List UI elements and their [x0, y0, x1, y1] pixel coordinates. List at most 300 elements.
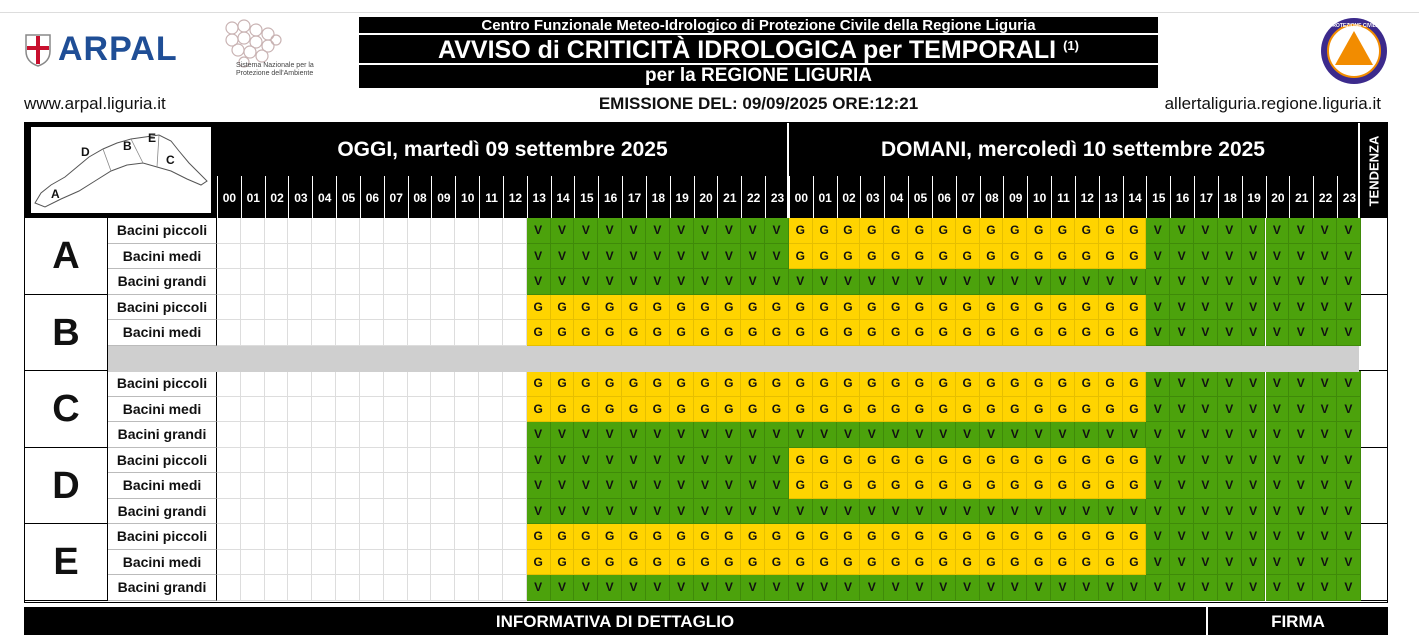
alert-cell: V	[932, 269, 956, 295]
alert-cell: G	[956, 295, 980, 321]
alert-cell	[408, 499, 432, 525]
alert-cell: V	[1146, 422, 1170, 448]
basin-label: Bacini piccoli	[108, 448, 217, 474]
alert-cell: V	[765, 499, 789, 525]
alert-cell: G	[980, 295, 1004, 321]
hour-cell: 04	[884, 176, 908, 218]
alert-cell: G	[837, 473, 861, 499]
alert-cell: V	[1337, 295, 1361, 321]
hour-cell: 10	[1027, 176, 1051, 218]
alert-cell	[217, 473, 241, 499]
alert-cell	[503, 473, 527, 499]
alert-cell: V	[598, 244, 622, 270]
alert-cell: V	[956, 499, 980, 525]
alert-cell	[360, 218, 384, 244]
alert-cell: G	[789, 295, 813, 321]
alert-cell	[431, 269, 455, 295]
alert-cell: G	[1075, 320, 1099, 346]
alert-cell	[265, 295, 289, 321]
alert-cell: G	[813, 244, 837, 270]
alert-cell	[431, 397, 455, 423]
zone-letter-d: D	[25, 448, 108, 525]
alert-cell: V	[694, 422, 718, 448]
alert-cell: G	[1051, 218, 1075, 244]
alert-cell: G	[908, 218, 932, 244]
alert-cell: G	[860, 397, 884, 423]
map-label-e: E	[148, 131, 157, 145]
hour-cell: 21	[1289, 176, 1313, 218]
alert-cell: V	[837, 499, 861, 525]
alert-cell: V	[527, 499, 551, 525]
alert-cell: V	[860, 575, 884, 601]
alert-cell: V	[1289, 320, 1313, 346]
alert-cell	[360, 524, 384, 550]
alert-cell: G	[1123, 371, 1147, 397]
alert-cell: V	[1313, 524, 1337, 550]
alert-cell: V	[1242, 524, 1266, 550]
alert-cell: V	[765, 473, 789, 499]
alert-cell: V	[646, 575, 670, 601]
alert-cell	[479, 218, 503, 244]
alert-cell: V	[717, 269, 741, 295]
alert-cell: V	[1242, 320, 1266, 346]
alert-cell: G	[956, 524, 980, 550]
alert-cell: V	[1027, 269, 1051, 295]
alert-cell: V	[1194, 575, 1218, 601]
alert-cell	[455, 422, 479, 448]
alert-cell: G	[670, 320, 694, 346]
alert-cell: V	[1123, 422, 1147, 448]
alert-cell: G	[765, 550, 789, 576]
alert-cell: G	[813, 473, 837, 499]
alert-cell: G	[837, 218, 861, 244]
alert-cell: G	[717, 295, 741, 321]
alert-cell: G	[813, 550, 837, 576]
basin-label: Bacini medi	[108, 397, 217, 423]
alert-cell	[479, 448, 503, 474]
alert-cell: V	[1170, 422, 1194, 448]
alert-cell: G	[1003, 371, 1027, 397]
alert-cell: G	[908, 397, 932, 423]
alert-cell: V	[1194, 218, 1218, 244]
alert-cell	[360, 422, 384, 448]
alert-cell: V	[551, 244, 575, 270]
alert-cell: G	[1123, 448, 1147, 474]
alert-cell	[288, 218, 312, 244]
alert-cell	[312, 295, 336, 321]
alert-cell: V	[1266, 575, 1290, 601]
zone-letter-b: B	[25, 295, 108, 372]
alert-cell: G	[717, 524, 741, 550]
alert-cell	[241, 269, 265, 295]
alert-cell	[312, 397, 336, 423]
alert-cell	[312, 575, 336, 601]
alert-cell: G	[646, 524, 670, 550]
alert-cell: V	[1194, 448, 1218, 474]
alert-cell: G	[980, 448, 1004, 474]
alert-cell: V	[1146, 524, 1170, 550]
hour-cell: 22	[741, 176, 765, 218]
footer-bar	[24, 607, 1388, 635]
alert-cell: V	[1242, 422, 1266, 448]
alert-cell	[288, 295, 312, 321]
alert-cell: G	[1075, 473, 1099, 499]
alert-cell: G	[789, 244, 813, 270]
alert-cell: V	[1266, 244, 1290, 270]
alert-cell: G	[860, 473, 884, 499]
alert-cell: G	[1099, 397, 1123, 423]
basin-label: Bacini grandi	[108, 499, 217, 525]
alert-cell: G	[717, 371, 741, 397]
alert-cell: G	[598, 371, 622, 397]
alert-cell	[431, 295, 455, 321]
alert-cell: V	[1099, 499, 1123, 525]
alert-cell: V	[1266, 371, 1290, 397]
alert-cell	[431, 575, 455, 601]
alert-cell: V	[527, 575, 551, 601]
alert-cell: G	[551, 320, 575, 346]
alert-cell: V	[694, 448, 718, 474]
alert-cell: V	[813, 575, 837, 601]
alert-cell: G	[932, 320, 956, 346]
alert-cell: G	[574, 320, 598, 346]
basin-label: Bacini grandi	[108, 575, 217, 601]
alert-cell	[217, 448, 241, 474]
alert-cell	[408, 422, 432, 448]
alert-cell: G	[980, 473, 1004, 499]
alert-cell: G	[813, 295, 837, 321]
alert-cell: G	[1123, 218, 1147, 244]
alert-cell: V	[598, 218, 622, 244]
alert-cell	[431, 448, 455, 474]
alert-cell: V	[622, 499, 646, 525]
today-label: OGGI, martedì 09 settembre 2025	[337, 138, 668, 161]
alert-cell: G	[551, 397, 575, 423]
alert-cell: V	[1170, 371, 1194, 397]
alert-cell	[336, 269, 360, 295]
alert-cell: V	[646, 448, 670, 474]
hour-cell: 07	[956, 176, 980, 218]
alert-cell: V	[1075, 422, 1099, 448]
alert-cell: G	[622, 295, 646, 321]
alert-cell: G	[694, 371, 718, 397]
alert-cell: V	[1242, 397, 1266, 423]
alert-cell	[241, 244, 265, 270]
alert-cell: V	[1218, 218, 1242, 244]
alert-cell: G	[980, 397, 1004, 423]
allerta-url-link[interactable]: allertaliguria.regione.liguria.it	[1164, 94, 1381, 113]
alert-cell: G	[598, 295, 622, 321]
alert-cell: G	[1075, 371, 1099, 397]
hour-cell: 17	[1194, 176, 1218, 218]
alert-cell: V	[1289, 499, 1313, 525]
alert-cell	[503, 422, 527, 448]
alert-cell: V	[694, 218, 718, 244]
alert-cell: V	[1313, 244, 1337, 270]
alert-cell: G	[813, 320, 837, 346]
alert-cell: G	[884, 244, 908, 270]
alert-cell: V	[1003, 499, 1027, 525]
alert-cell	[503, 269, 527, 295]
alert-cell: V	[1218, 473, 1242, 499]
alert-cell: G	[598, 524, 622, 550]
alert-cell	[265, 499, 289, 525]
alert-cell: V	[1027, 575, 1051, 601]
alert-cell: V	[1313, 320, 1337, 346]
alert-cell: V	[1170, 575, 1194, 601]
alert-cell: G	[1003, 397, 1027, 423]
alert-cell: V	[1003, 422, 1027, 448]
alert-cell: V	[1146, 269, 1170, 295]
alert-cell: V	[1289, 550, 1313, 576]
alert-cell	[455, 397, 479, 423]
alert-cell: G	[527, 371, 551, 397]
alert-cell: V	[789, 575, 813, 601]
alert-cell: V	[670, 422, 694, 448]
alert-cell: G	[574, 397, 598, 423]
alert-cell: G	[1099, 371, 1123, 397]
alert-cell: V	[765, 575, 789, 601]
alert-cell: V	[1242, 550, 1266, 576]
alert-cell: V	[1313, 422, 1337, 448]
alert-cell	[241, 295, 265, 321]
alert-cell: G	[932, 397, 956, 423]
alert-cell	[336, 575, 360, 601]
alert-cell: V	[1313, 473, 1337, 499]
alert-cell: G	[860, 524, 884, 550]
alert-cell	[384, 371, 408, 397]
alert-cell: V	[598, 448, 622, 474]
alert-cell: V	[670, 499, 694, 525]
alert-cell: V	[765, 448, 789, 474]
alert-cell: V	[1218, 269, 1242, 295]
alert-cell: V	[1218, 422, 1242, 448]
alert-cell: V	[1266, 499, 1290, 525]
alert-cell	[265, 397, 289, 423]
alert-cell	[408, 575, 432, 601]
alert-cell	[360, 295, 384, 321]
basin-label: Bacini piccoli	[108, 295, 217, 321]
alert-cell: V	[884, 269, 908, 295]
alert-cell: V	[837, 422, 861, 448]
alert-cell: V	[1337, 473, 1361, 499]
alert-cell	[384, 448, 408, 474]
arpal-logo[interactable]	[24, 30, 178, 69]
alert-cell: V	[1051, 575, 1075, 601]
alert-cell: G	[932, 371, 956, 397]
alert-cell: G	[932, 550, 956, 576]
alert-cell: V	[1337, 524, 1361, 550]
tendenza-cell	[1358, 295, 1388, 372]
alert-cell: V	[765, 422, 789, 448]
alert-cell	[384, 575, 408, 601]
alert-cell: V	[956, 422, 980, 448]
alert-cell	[336, 422, 360, 448]
alert-cell: G	[1051, 320, 1075, 346]
alert-cell	[312, 499, 336, 525]
alert-cell: V	[860, 499, 884, 525]
alert-cell: V	[1337, 244, 1361, 270]
alert-cell	[455, 269, 479, 295]
alert-cell	[455, 550, 479, 576]
title-note: (1)	[1063, 38, 1079, 53]
alert-cell: V	[527, 244, 551, 270]
alert-cell	[241, 371, 265, 397]
alert-cell: V	[1218, 499, 1242, 525]
alert-cell: V	[1313, 269, 1337, 295]
alert-cell: V	[1242, 295, 1266, 321]
alert-cell: G	[1003, 524, 1027, 550]
hour-cell: 13	[1099, 176, 1123, 218]
alert-cell: V	[622, 218, 646, 244]
hour-cell: 08	[408, 176, 432, 218]
alert-cell: V	[622, 575, 646, 601]
alert-cell: G	[1099, 218, 1123, 244]
alert-cell	[503, 575, 527, 601]
alert-cell: V	[574, 473, 598, 499]
alert-cell	[312, 448, 336, 474]
alert-cell: V	[1170, 295, 1194, 321]
hour-cell: 18	[1218, 176, 1242, 218]
alert-cell: G	[765, 320, 789, 346]
alert-cell: G	[1003, 244, 1027, 270]
alert-cell: V	[670, 244, 694, 270]
alert-cell	[217, 269, 241, 295]
alert-cell: V	[622, 269, 646, 295]
alert-cell: V	[717, 575, 741, 601]
alert-cell	[455, 218, 479, 244]
protezione-civile-logo-icon[interactable]	[1319, 17, 1389, 85]
alert-cell: G	[1123, 320, 1147, 346]
alert-cell: G	[598, 397, 622, 423]
alert-cell	[431, 422, 455, 448]
alert-cell: V	[1266, 295, 1290, 321]
alert-cell	[479, 397, 503, 423]
alert-cell: G	[884, 218, 908, 244]
hour-cell: 19	[1242, 176, 1266, 218]
alert-cell: G	[789, 550, 813, 576]
basin-label: Bacini medi	[108, 473, 217, 499]
alert-cell: G	[1003, 295, 1027, 321]
alert-cell: V	[1146, 473, 1170, 499]
alert-cell: V	[1313, 448, 1337, 474]
alert-cell: V	[1194, 397, 1218, 423]
alert-cell	[384, 269, 408, 295]
alert-cell: G	[694, 550, 718, 576]
arpal-url-link[interactable]: www.arpal.liguria.it	[24, 94, 166, 113]
alert-cell: G	[1075, 524, 1099, 550]
emission-date: EMISSIONE DEL: 09/09/2025 ORE:12:21	[598, 94, 919, 113]
alert-cell: V	[1146, 218, 1170, 244]
zone-letter-e: E	[25, 524, 108, 601]
alert-cell: V	[1194, 295, 1218, 321]
alert-cell: V	[1313, 550, 1337, 576]
alert-cell: V	[1313, 575, 1337, 601]
alert-cell: V	[932, 422, 956, 448]
alert-cell: V	[1194, 550, 1218, 576]
alert-cell: V	[884, 575, 908, 601]
alert-cell: V	[551, 422, 575, 448]
alert-cell	[479, 550, 503, 576]
alert-cell	[503, 397, 527, 423]
alert-cell: G	[956, 397, 980, 423]
alert-cell	[312, 550, 336, 576]
alert-cell: V	[1242, 269, 1266, 295]
alert-cell	[360, 371, 384, 397]
alert-cell: G	[1123, 295, 1147, 321]
alert-cell: G	[646, 550, 670, 576]
alert-cell: V	[741, 218, 765, 244]
alert-cell: G	[884, 320, 908, 346]
alert-cell: V	[670, 473, 694, 499]
alert-cell: V	[1170, 218, 1194, 244]
alert-cell: V	[646, 473, 670, 499]
alert-cell	[408, 320, 432, 346]
alert-cell	[408, 473, 432, 499]
alert-cell: V	[1075, 269, 1099, 295]
alert-cell	[288, 244, 312, 270]
alert-cell: G	[717, 397, 741, 423]
alert-cell	[455, 320, 479, 346]
hour-cell: 06	[932, 176, 956, 218]
alert-cell: V	[1194, 269, 1218, 295]
alert-cell: V	[1146, 371, 1170, 397]
alert-cell	[241, 422, 265, 448]
alert-cell: G	[1075, 397, 1099, 423]
alert-cell	[408, 524, 432, 550]
alert-cell	[455, 448, 479, 474]
alert-cell: V	[574, 422, 598, 448]
alert-cell: V	[1242, 218, 1266, 244]
alert-cell: V	[1337, 499, 1361, 525]
basin-label: Bacini grandi	[108, 422, 217, 448]
map-label-c: C	[166, 153, 175, 167]
alert-cell: G	[1075, 244, 1099, 270]
alert-cell: V	[1218, 295, 1242, 321]
alert-cell	[408, 244, 432, 270]
alert-cell: G	[860, 448, 884, 474]
alert-cell: V	[1337, 397, 1361, 423]
hour-cell: 18	[646, 176, 670, 218]
alert-cell: G	[598, 550, 622, 576]
alert-cell: V	[1337, 448, 1361, 474]
alert-cell: V	[717, 448, 741, 474]
hour-cell: 23	[1337, 176, 1361, 218]
hour-cell: 06	[360, 176, 384, 218]
alert-cell: G	[956, 550, 980, 576]
alert-cell: V	[1337, 218, 1361, 244]
alert-cell	[241, 473, 265, 499]
alert-cell	[360, 320, 384, 346]
alert-cell	[265, 575, 289, 601]
alert-cell: G	[980, 550, 1004, 576]
alert-cell: V	[694, 499, 718, 525]
liguria-shield-icon	[24, 33, 52, 67]
alert-cell: V	[813, 422, 837, 448]
alert-cell	[384, 397, 408, 423]
alert-cell: V	[1194, 473, 1218, 499]
alert-cell: V	[1218, 575, 1242, 601]
alert-cell	[503, 218, 527, 244]
alert-cell: G	[813, 397, 837, 423]
hour-cell: 13	[527, 176, 551, 218]
alert-cell: V	[717, 499, 741, 525]
alert-cell	[479, 524, 503, 550]
basin-label: Bacini grandi	[108, 269, 217, 295]
hour-cell: 16	[1170, 176, 1194, 218]
alert-cell	[265, 550, 289, 576]
alert-cell: G	[837, 371, 861, 397]
